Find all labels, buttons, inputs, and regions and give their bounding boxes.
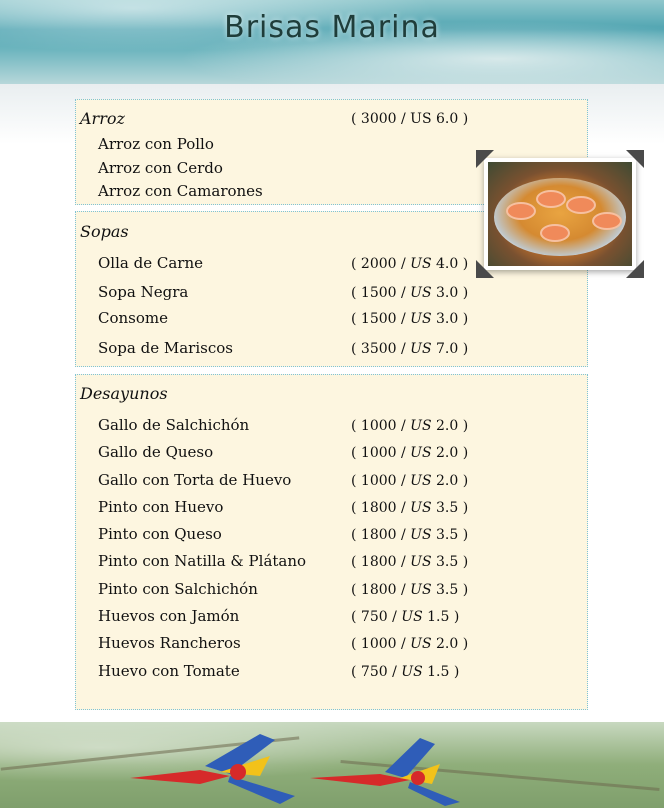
macaw-icon bbox=[300, 734, 500, 808]
menu-item-price: ( 1800 / US 3.5 ) bbox=[351, 527, 469, 543]
menu-item: Pinto con Salchichón bbox=[98, 580, 258, 598]
menu-item-price: ( 1000 / US 2.0 ) bbox=[351, 473, 469, 489]
header-banner bbox=[0, 0, 664, 84]
menu-item: Consome bbox=[98, 309, 168, 327]
menu-item-price: ( 1800 / US 3.5 ) bbox=[351, 554, 469, 570]
macaw-icon bbox=[110, 726, 310, 808]
menu-item: Huevos con Jamón bbox=[98, 607, 240, 625]
menu-item-price: ( 1500 / US 3.0 ) bbox=[351, 311, 469, 327]
menu-item: Pinto con Huevo bbox=[98, 498, 224, 516]
photo-corner bbox=[476, 150, 494, 168]
menu-item-price: ( 3500 / US 7.0 ) bbox=[351, 341, 469, 357]
menu-item-price: ( 750 / US 1.5 ) bbox=[351, 664, 460, 680]
footer-banner bbox=[0, 722, 664, 808]
menu-item: Sopa de Mariscos bbox=[98, 339, 233, 357]
shrimp-icon bbox=[592, 212, 622, 230]
menu-item-price: ( 1500 / US 3.0 ) bbox=[351, 285, 469, 301]
menu-item: Pinto con Natilla & Plátano bbox=[98, 552, 307, 570]
shrimp-icon bbox=[506, 202, 536, 220]
menu-item-price: ( 1000 / US 2.0 ) bbox=[351, 636, 469, 652]
food-photo bbox=[484, 158, 636, 270]
section-title: Desayunos bbox=[80, 384, 168, 403]
menu-item: Huevo con Tomate bbox=[98, 662, 240, 680]
photo-corner bbox=[626, 260, 644, 278]
photo-corner bbox=[476, 260, 494, 278]
section-title: Arroz bbox=[80, 109, 125, 128]
section-title: Sopas bbox=[80, 222, 129, 241]
menu-item: Olla de Carne bbox=[98, 254, 203, 272]
menu-item: Sopa Negra bbox=[98, 283, 189, 301]
shrimp-dish-photo-icon bbox=[488, 162, 632, 266]
menu-item: Arroz con Pollo bbox=[98, 135, 214, 153]
page-title: Brisas Marina bbox=[224, 10, 440, 45]
menu-item-price: ( 2000 / US 4.0 ) bbox=[351, 256, 469, 272]
shrimp-icon bbox=[566, 196, 596, 214]
menu-item: Huevos Rancheros bbox=[98, 634, 241, 652]
menu-item: Gallo con Torta de Huevo bbox=[98, 471, 292, 489]
menu-item-price: ( 1000 / US 2.0 ) bbox=[351, 418, 469, 434]
menu-item: Gallo de Queso bbox=[98, 443, 214, 461]
menu-item: Arroz con Camarones bbox=[98, 182, 263, 200]
menu-item-price: ( 750 / US 1.5 ) bbox=[351, 609, 460, 625]
shrimp-icon bbox=[540, 224, 570, 242]
section-price: ( 3000 / US 6.0 ) bbox=[351, 111, 469, 127]
menu-item-price: ( 1800 / US 3.5 ) bbox=[351, 500, 469, 516]
section-desayunos bbox=[75, 374, 588, 710]
menu-item-price: ( 1000 / US 2.0 ) bbox=[351, 445, 469, 461]
menu-item-price: ( 1800 / US 3.5 ) bbox=[351, 582, 469, 598]
menu-item: Pinto con Queso bbox=[98, 525, 222, 543]
menu-item: Arroz con Cerdo bbox=[98, 159, 223, 177]
menu-item: Gallo de Salchichón bbox=[98, 416, 250, 434]
photo-corner bbox=[626, 150, 644, 168]
shrimp-icon bbox=[536, 190, 566, 208]
